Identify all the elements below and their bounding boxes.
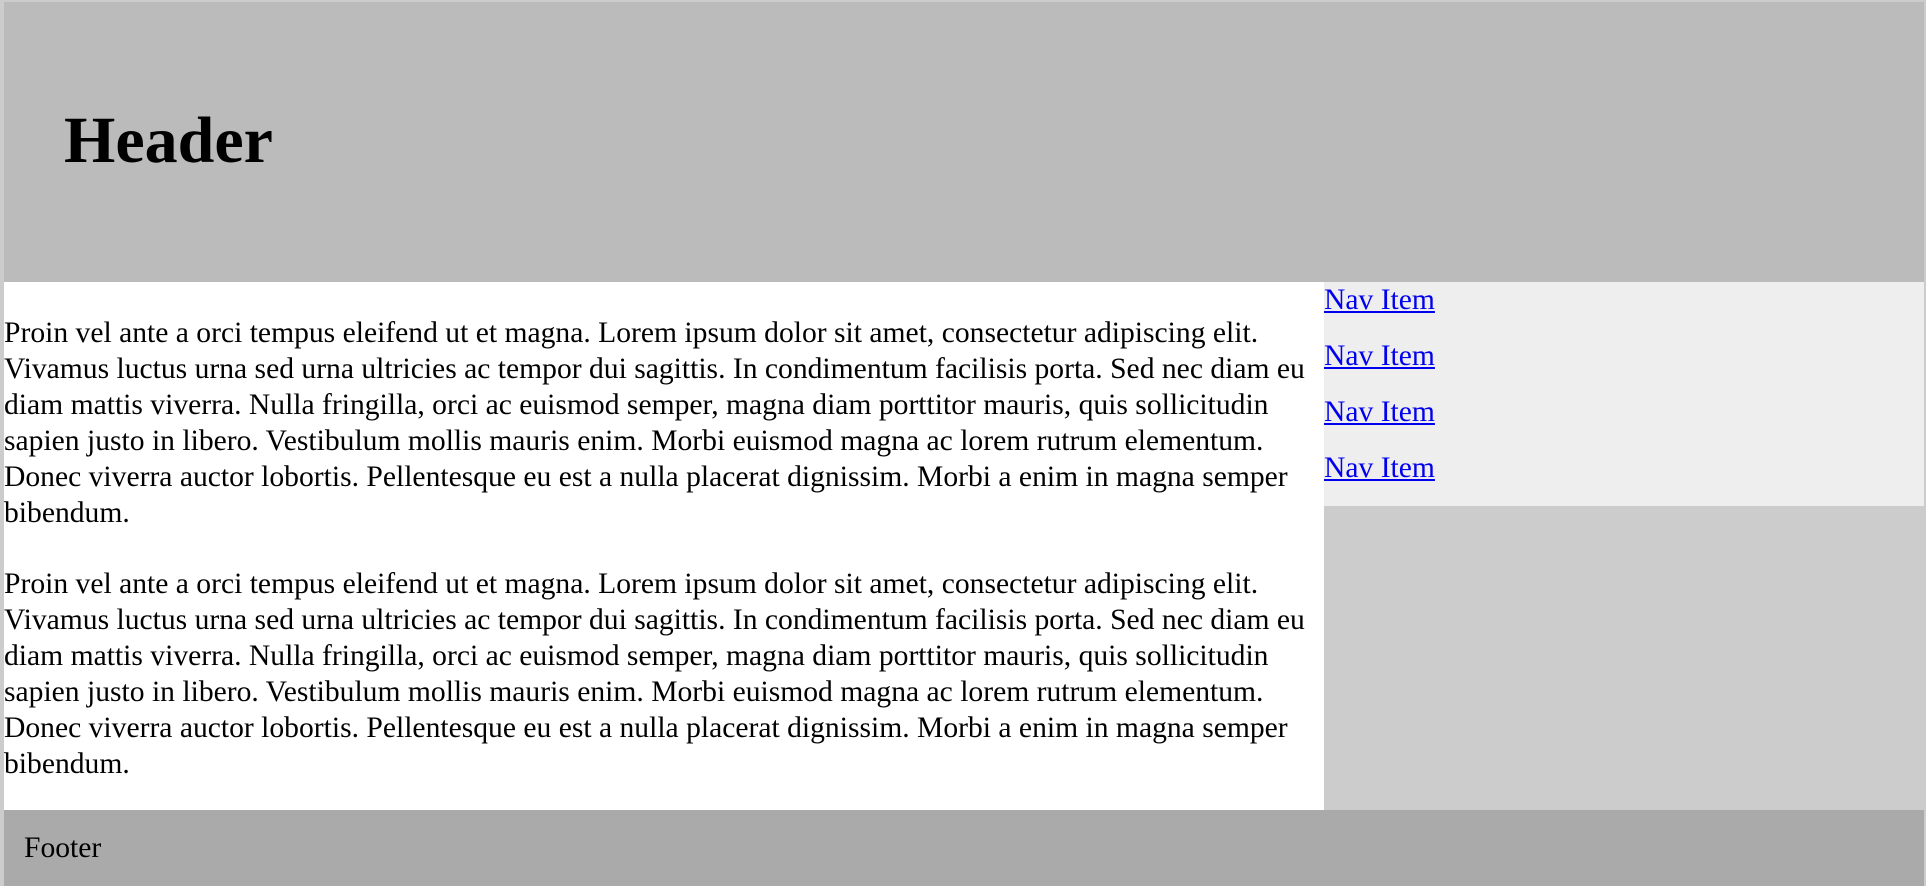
footer-text: Footer (24, 832, 102, 864)
nav-item-link[interactable]: Nav Item (1324, 396, 1435, 428)
nav-list-item (1324, 338, 1924, 394)
nav-list (1324, 282, 1924, 506)
page-header (4, 2, 1924, 282)
content-paragraph: Proin vel ante a orci tempus eleifend ut et magna. Lorem ipsum dolor sit amet, consectetur adipiscing elit. Vivamus luctus urna sed urna ultricies ac tempor dui sagittis. In condimentum facilisis porta. Sed nec diam eu diam mattis viverra. Nulla fringilla, orci ac euismod semper, magna diam porttitor mauris, quis sollicitudin sapien justo in libero. Vestibulum mollis mauris enim. Morbi euismod magna ac lorem rutrum elementum. Donec viverra auctor lobortis. Pellentesque eu est a nulla placerat dignissim. Morbi a enim in magna semper bibendum. (4, 568, 1305, 780)
sidebar-nav (1324, 282, 1924, 506)
page-footer (4, 810, 1924, 886)
content-paragraph: Proin vel ante a orci tempus eleifend ut et magna. Lorem ipsum dolor sit amet, consectetur adipiscing elit. Vivamus luctus urna sed urna ultricies ac tempor dui sagittis. In condimentum facilisis porta. Sed nec diam eu diam mattis viverra. Nulla fringilla, orci ac euismod semper, magna diam porttitor mauris, quis sollicitudin sapien justo in libero. Vestibulum mollis mauris enim. Morbi euismod magna ac lorem rutrum elementum. Donec viverra auctor lobortis. Pellentesque eu est a nulla placerat dignissim. Morbi a enim in magna semper bibendum. (4, 317, 1305, 529)
nav-item-link[interactable]: Nav Item (1324, 452, 1435, 484)
nav-item-link[interactable]: Nav Item (1324, 340, 1435, 372)
nav-list-item (1324, 450, 1924, 506)
header-title: Header (64, 104, 273, 177)
nav-item-link[interactable]: Nav Item (1324, 284, 1435, 316)
nav-list-item (1324, 394, 1924, 450)
main-content (4, 282, 1324, 810)
nav-list-item (1324, 282, 1924, 338)
